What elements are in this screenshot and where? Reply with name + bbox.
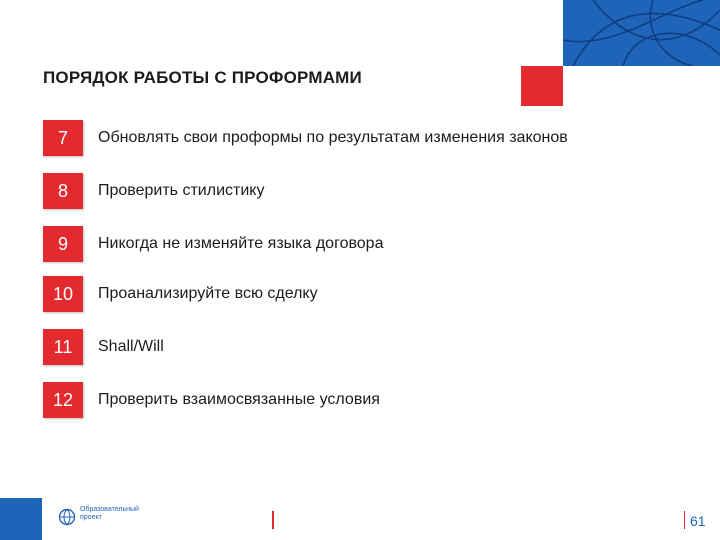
item-number-badge: 12 [43, 382, 83, 418]
list-item [43, 173, 683, 209]
item-text: Проверить взаимосвязанные условия [98, 391, 380, 408]
item-number-badge: 10 [43, 276, 83, 312]
list-item [43, 329, 683, 365]
logo-text [80, 506, 170, 522]
page-number: 61 [690, 513, 706, 529]
item-text: Проанализируйте всю сделку [98, 285, 318, 302]
item-number-badge: 7 [43, 120, 83, 156]
footer-blue-block [0, 498, 42, 540]
item-number-badge: 9 [43, 226, 83, 262]
list-item [43, 382, 683, 418]
list-item [43, 226, 683, 262]
footer-divider [272, 511, 274, 529]
logo-line-1: Образовательный [80, 506, 139, 513]
item-number-badge: 11 [43, 329, 83, 365]
decorative-lines [563, 0, 720, 66]
page-number-divider [684, 511, 685, 529]
item-number-badge: 8 [43, 173, 83, 209]
item-text: Обновлять свои проформы по результатам изменения законов [98, 129, 568, 146]
item-text: Shall/Will [98, 338, 164, 355]
item-text: Проверить стилистику [98, 182, 265, 199]
globe-logo-icon [58, 508, 76, 526]
list-item [43, 120, 683, 156]
logo-line-2: проект [80, 514, 102, 521]
list-item [43, 276, 683, 312]
decorative-red-tile [521, 66, 563, 106]
item-text: Никогда не изменяйте языка договора [98, 235, 384, 252]
decorative-blue-tile [563, 0, 720, 66]
page-title: ПОРЯДОК РАБОТЫ С ПРОФОРМАМИ [43, 68, 362, 87]
